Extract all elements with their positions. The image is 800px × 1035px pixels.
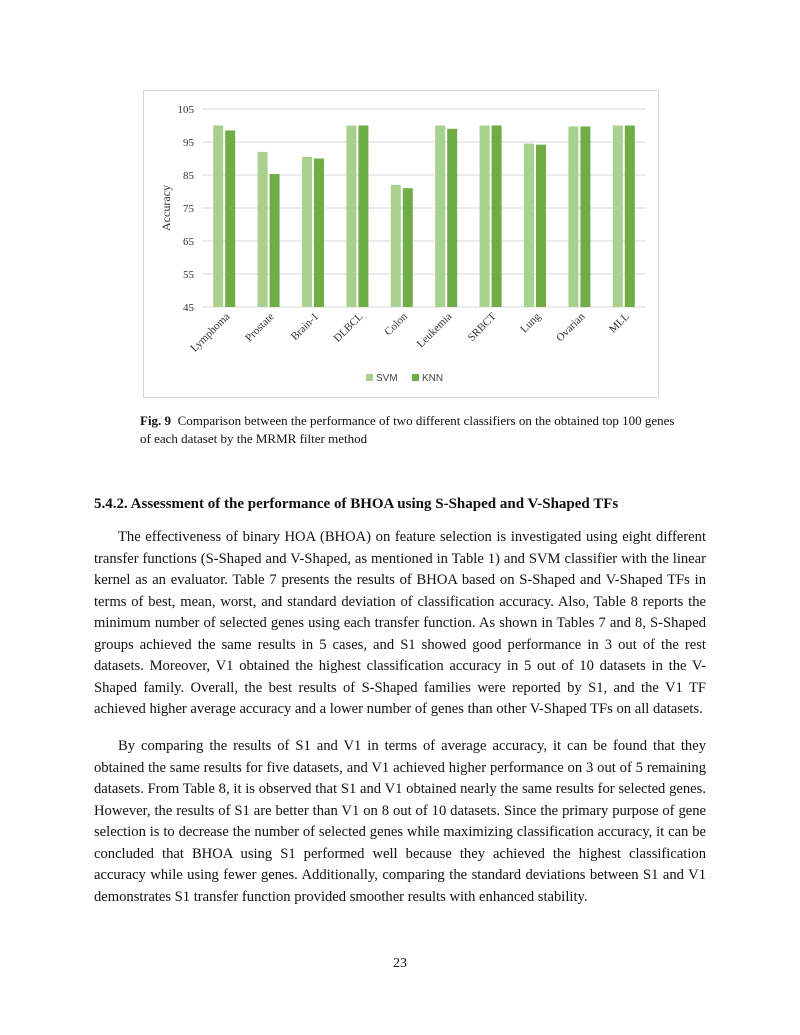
x-category-label: Prostate xyxy=(243,310,277,345)
x-category-label: Brain-1 xyxy=(288,310,322,343)
x-category-label: Leukemia xyxy=(414,310,455,351)
bar-knn-leukemia xyxy=(447,129,457,307)
y-tick-label: 75 xyxy=(183,203,194,215)
bar-knn-lung xyxy=(536,145,546,307)
body-paragraph-2: By comparing the results of S1 and V1 in terms of average accuracy, it can be found that they obtained the same results for five datasets, and V1 achieved higher performance on 3 out of 5 remaining datasets. From Table 8, it is observed that S1 and V1 obtained nearly the same results for selected genes. However, the results of S1 are better than V1 on 8 out of 10 datasets. Since the primary purpose of gene selection is to decrease the number of selected genes while maximizing classification accuracy, it can be concluded that BHOA using S1 performed well because they achieved the highest classification accuracy while using fewer genes. Additionally, comparing the standard deviations between S1 and V1 demonstrates S1 transfer function provided smoother results with enhanced stability. xyxy=(94,738,706,905)
legend-label-knn: KNN xyxy=(422,373,444,384)
legend-swatch-svm xyxy=(366,374,373,381)
bar-svm-srbct xyxy=(480,126,490,308)
accuracy-bar-chart xyxy=(143,90,659,398)
bar-svm-brain-1 xyxy=(302,157,312,307)
x-category-label: SRBCT xyxy=(465,310,499,344)
legend-label-svm: SVM xyxy=(376,373,398,384)
body-paragraph-1: The effectiveness of binary HOA (BHOA) on feature selection is investigated using eight different transfer functions (S-Shaped and V-Shaped, as mentioned in Table 1) and SVM classifier with the linear kernel as an evaluator. Table 7 presents the results of BHOA based on S-Shaped and V-Shaped TFs in terms of best, mean, worst, and standard deviation of classification accuracy. Also, Table 8 reports the minimum number of selected genes using each transfer function. As shown in Tables 7 and 8, S-Shaped groups achieved the same results in 5 cases, and S1 showed good performance in 3 out of the rest datasets. Moreover, V1 obtained the highest classification accuracy in 5 out of 10 datasets in the V-Shaped family. Overall, the best results of S-Shaped families were reported by S1, and the V1 TF achieved higher average accuracy and a lower number of genes than other V-Shaped TFs on all datasets. xyxy=(94,529,706,717)
figure-number: Fig. 9 xyxy=(140,413,172,428)
bar-knn-prostate xyxy=(270,174,280,307)
bar-knn-mll xyxy=(625,126,635,308)
y-axis-label: Accuracy xyxy=(159,185,173,231)
bar-svm-mll xyxy=(613,126,623,308)
figure-caption xyxy=(140,412,680,448)
y-tick-label: 105 xyxy=(177,104,194,116)
caption-text: Comparison between the performance of two different classifiers on the obtained top 100 genes of each dataset by the MRMR filter method xyxy=(140,413,675,446)
y-tick-label: 95 xyxy=(183,137,194,149)
bar-svm-colon xyxy=(391,185,401,307)
bar-svm-dlbcl xyxy=(346,126,356,308)
section-heading: 5.4.2. Assessment of the performance of BHOA using S-Shaped and V-Shaped TFs xyxy=(94,496,619,512)
x-category-label: Lymphoma xyxy=(188,310,233,355)
bar-knn-dlbcl xyxy=(358,126,368,308)
chart-svg xyxy=(144,91,658,397)
bar-svm-ovarian xyxy=(568,126,578,307)
y-tick-label: 55 xyxy=(183,269,194,281)
legend-swatch-knn xyxy=(412,374,419,381)
x-category-label: DLBCL xyxy=(331,310,366,345)
x-category-label: Ovarian xyxy=(553,310,588,345)
y-tick-label: 45 xyxy=(183,302,194,314)
bar-svm-lymphoma xyxy=(213,126,223,308)
bar-svm-leukemia xyxy=(435,126,445,308)
page-number: 23 xyxy=(393,956,407,971)
bar-svm-lung xyxy=(524,144,534,307)
y-tick-label: 65 xyxy=(183,236,194,248)
bar-knn-brain-1 xyxy=(314,159,324,308)
y-tick-label: 85 xyxy=(183,170,194,182)
x-category-label: Colon xyxy=(382,310,410,339)
bar-knn-lymphoma xyxy=(225,130,235,307)
bar-knn-srbct xyxy=(492,126,502,308)
bar-svm-prostate xyxy=(258,152,268,307)
x-category-label: Lung xyxy=(518,310,544,336)
x-category-label: MLL xyxy=(607,310,632,336)
bar-knn-ovarian xyxy=(580,126,590,307)
bar-knn-colon xyxy=(403,188,413,307)
